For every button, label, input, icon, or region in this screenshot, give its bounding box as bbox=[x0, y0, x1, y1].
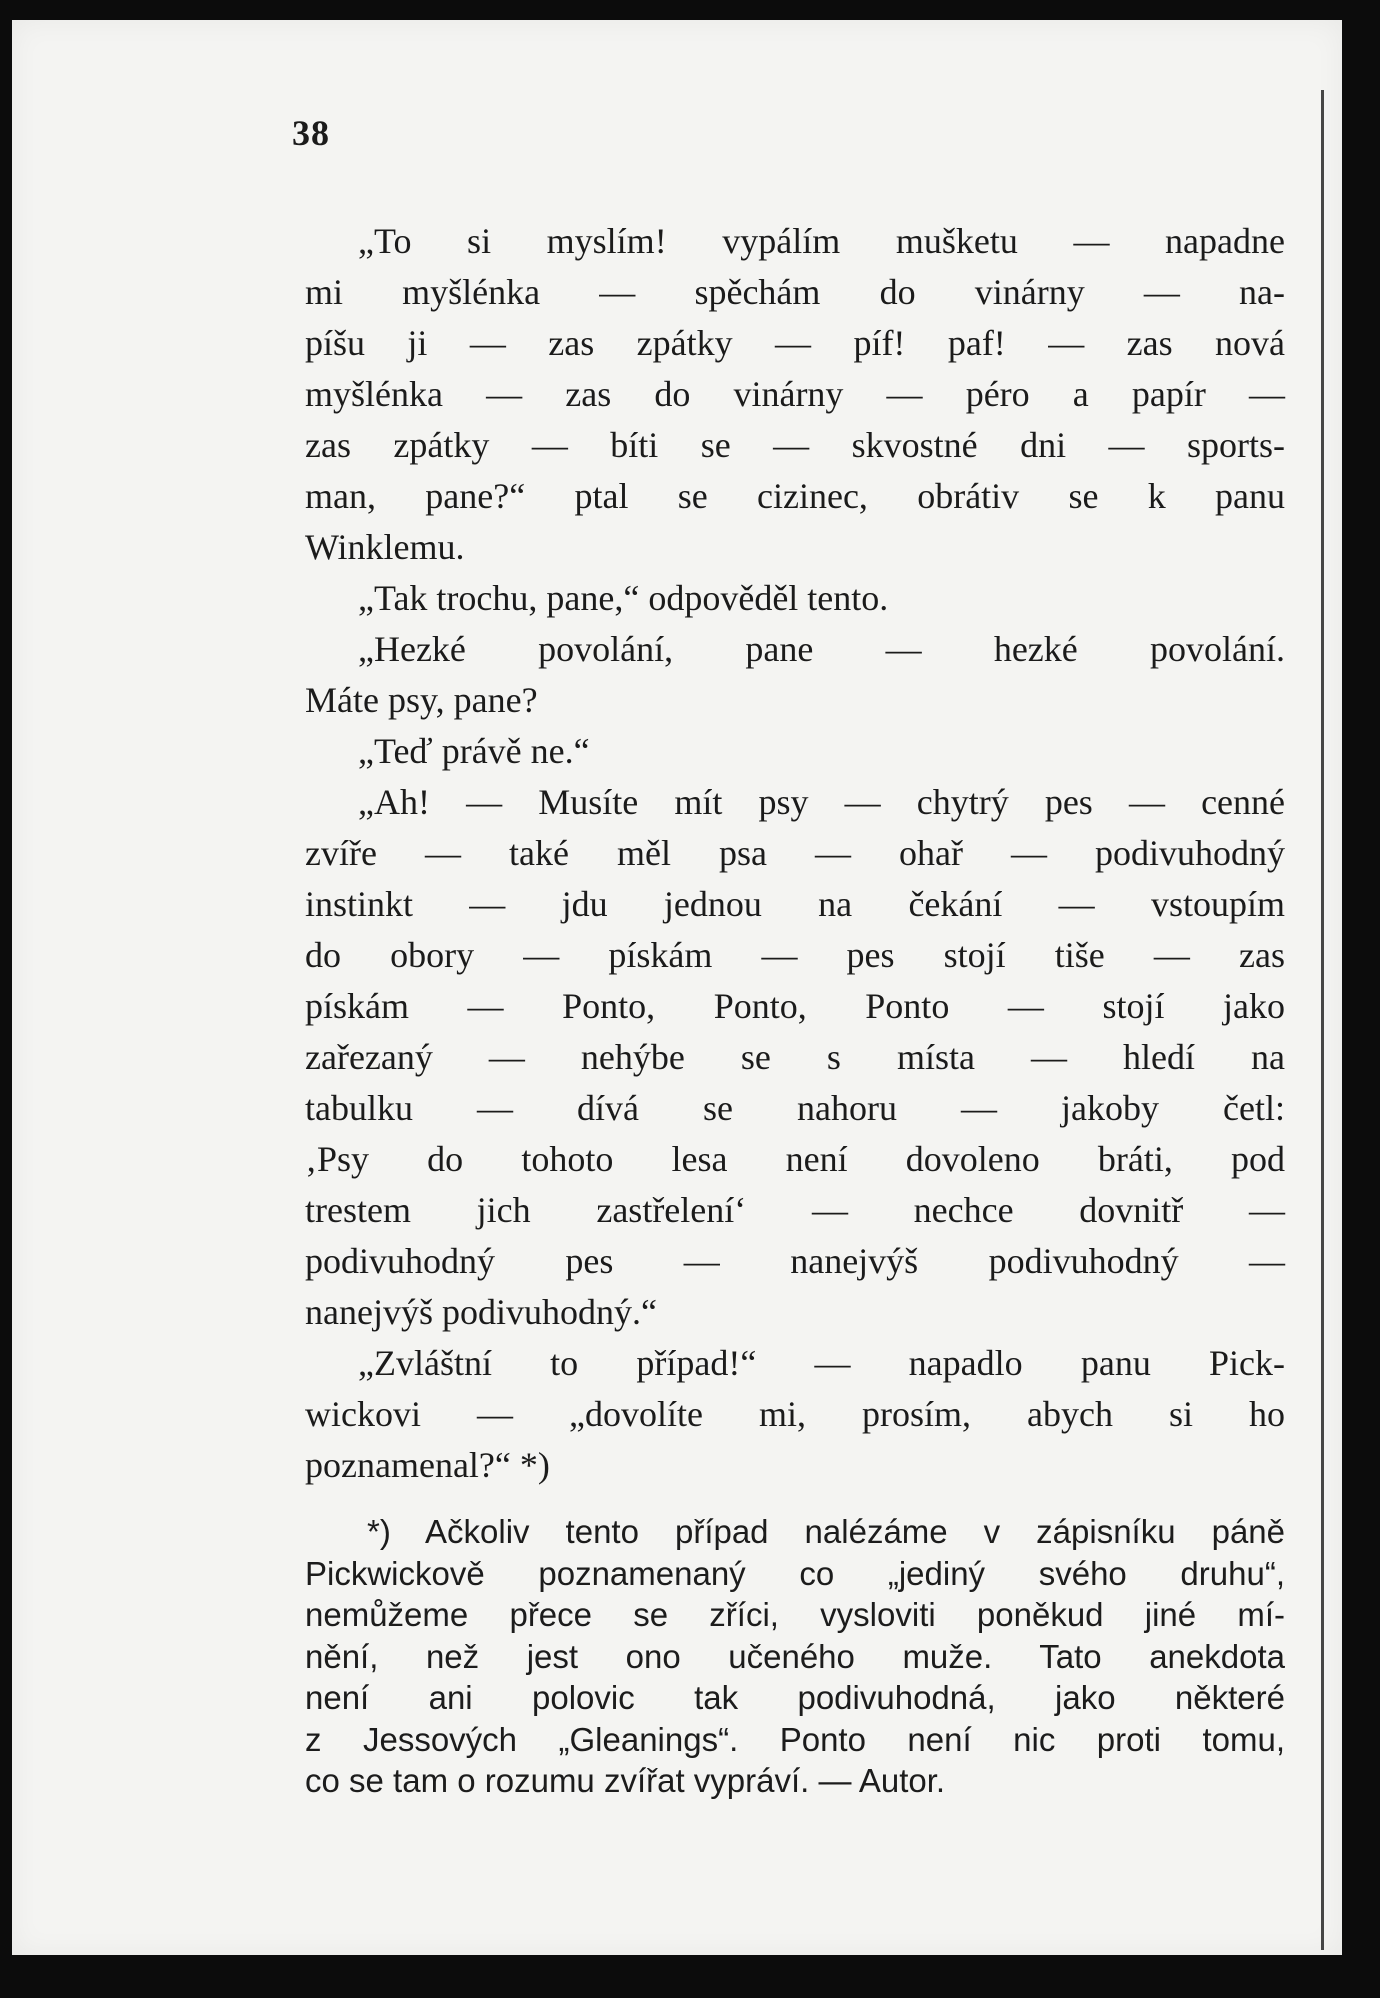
footnote bbox=[305, 1511, 1285, 1802]
text-line: „Zvláštní to případ!“ — napadlo panu Pick- bbox=[358, 1343, 1285, 1383]
text-line: „Tak trochu, pane,“ odpověděl tento. bbox=[358, 578, 889, 618]
text-line: „Hezké povolání, pane — hezké povolání. bbox=[358, 629, 1285, 669]
text-line: Winklemu. bbox=[305, 527, 465, 567]
footnote-line: co se tam o rozumu zvířat vypráví. — Autor. bbox=[305, 1762, 946, 1799]
text-line: wickovi — „dovolíte mi, prosím, abych si ho bbox=[305, 1394, 1285, 1434]
text-line: „To si myslím! vypálím mušketu — napadne bbox=[358, 221, 1285, 261]
text-line: zvíře — také měl psa — ohař — podivuhodný bbox=[305, 833, 1285, 873]
text-line: man, pane?“ ptal se cizinec, obrátiv se k panu bbox=[305, 476, 1285, 516]
footnote-line: Pickwickově poznamenaný co „jediný svého druhu“, bbox=[305, 1554, 1285, 1592]
text-line: trestem jich zastřelení‘ — nechce dovnitř — bbox=[305, 1190, 1285, 1230]
page-edge-shadow bbox=[1321, 90, 1332, 1950]
text-line: pískám — Ponto, Ponto, Ponto — stojí jako bbox=[305, 986, 1285, 1026]
text-line: zařezaný — nehýbe se s místa — hledí na bbox=[305, 1037, 1285, 1077]
footnote-line: z Jessových „Gleanings“. Ponto není nic proti tomu, bbox=[305, 1720, 1285, 1758]
footnote-line: *) Ačkoliv tento případ nalézáme v zápisníku páně bbox=[367, 1513, 1285, 1550]
text-line: „Ah! — Musíte mít psy — chytrý pes — cenné bbox=[358, 782, 1285, 822]
text-line: myšlénka — zas do vinárny — péro a papír — bbox=[305, 374, 1285, 414]
text-line: píšu ji — zas zpátky — píf! paf! — zas nová bbox=[305, 323, 1285, 363]
footnote-line: nemůžeme přece se zříci, vysloviti poněkud jiné mí- bbox=[305, 1596, 1285, 1633]
book-page bbox=[12, 20, 1342, 1955]
text-line: „Teď právě ne.“ bbox=[358, 731, 590, 771]
text-line: Máte psy, pane? bbox=[305, 680, 538, 720]
text-line: podivuhodný pes — nanejvýš podivuhodný — bbox=[305, 1241, 1285, 1281]
text-line: ‚Psy do tohoto lesa není dovoleno bráti, pod bbox=[305, 1139, 1285, 1179]
text-line: zas zpátky — bíti se — skvostné dni — sports- bbox=[305, 425, 1285, 465]
text-block bbox=[305, 216, 1285, 1802]
text-line: mi myšlénka — spěchám do vinárny — na- bbox=[305, 272, 1285, 312]
main-text bbox=[305, 216, 1285, 1491]
text-line: nanejvýš podivuhodný.“ bbox=[305, 1292, 657, 1332]
text-line: do obory — pískám — pes stojí tiše — zas bbox=[305, 935, 1285, 975]
page-number: 38 bbox=[292, 113, 330, 153]
footnote-line: nění, než jest ono učeného muže. Tato anekdota bbox=[305, 1637, 1285, 1675]
text-line: poznamenal?“ *) bbox=[305, 1445, 550, 1485]
text-line: tabulku — dívá se nahoru — jakoby četl: bbox=[305, 1088, 1285, 1128]
text-line: instinkt — jdu jednou na čekání — vstoupím bbox=[305, 884, 1285, 924]
footnote-line: není ani polovic tak podivuhodná, jako některé bbox=[305, 1679, 1285, 1716]
